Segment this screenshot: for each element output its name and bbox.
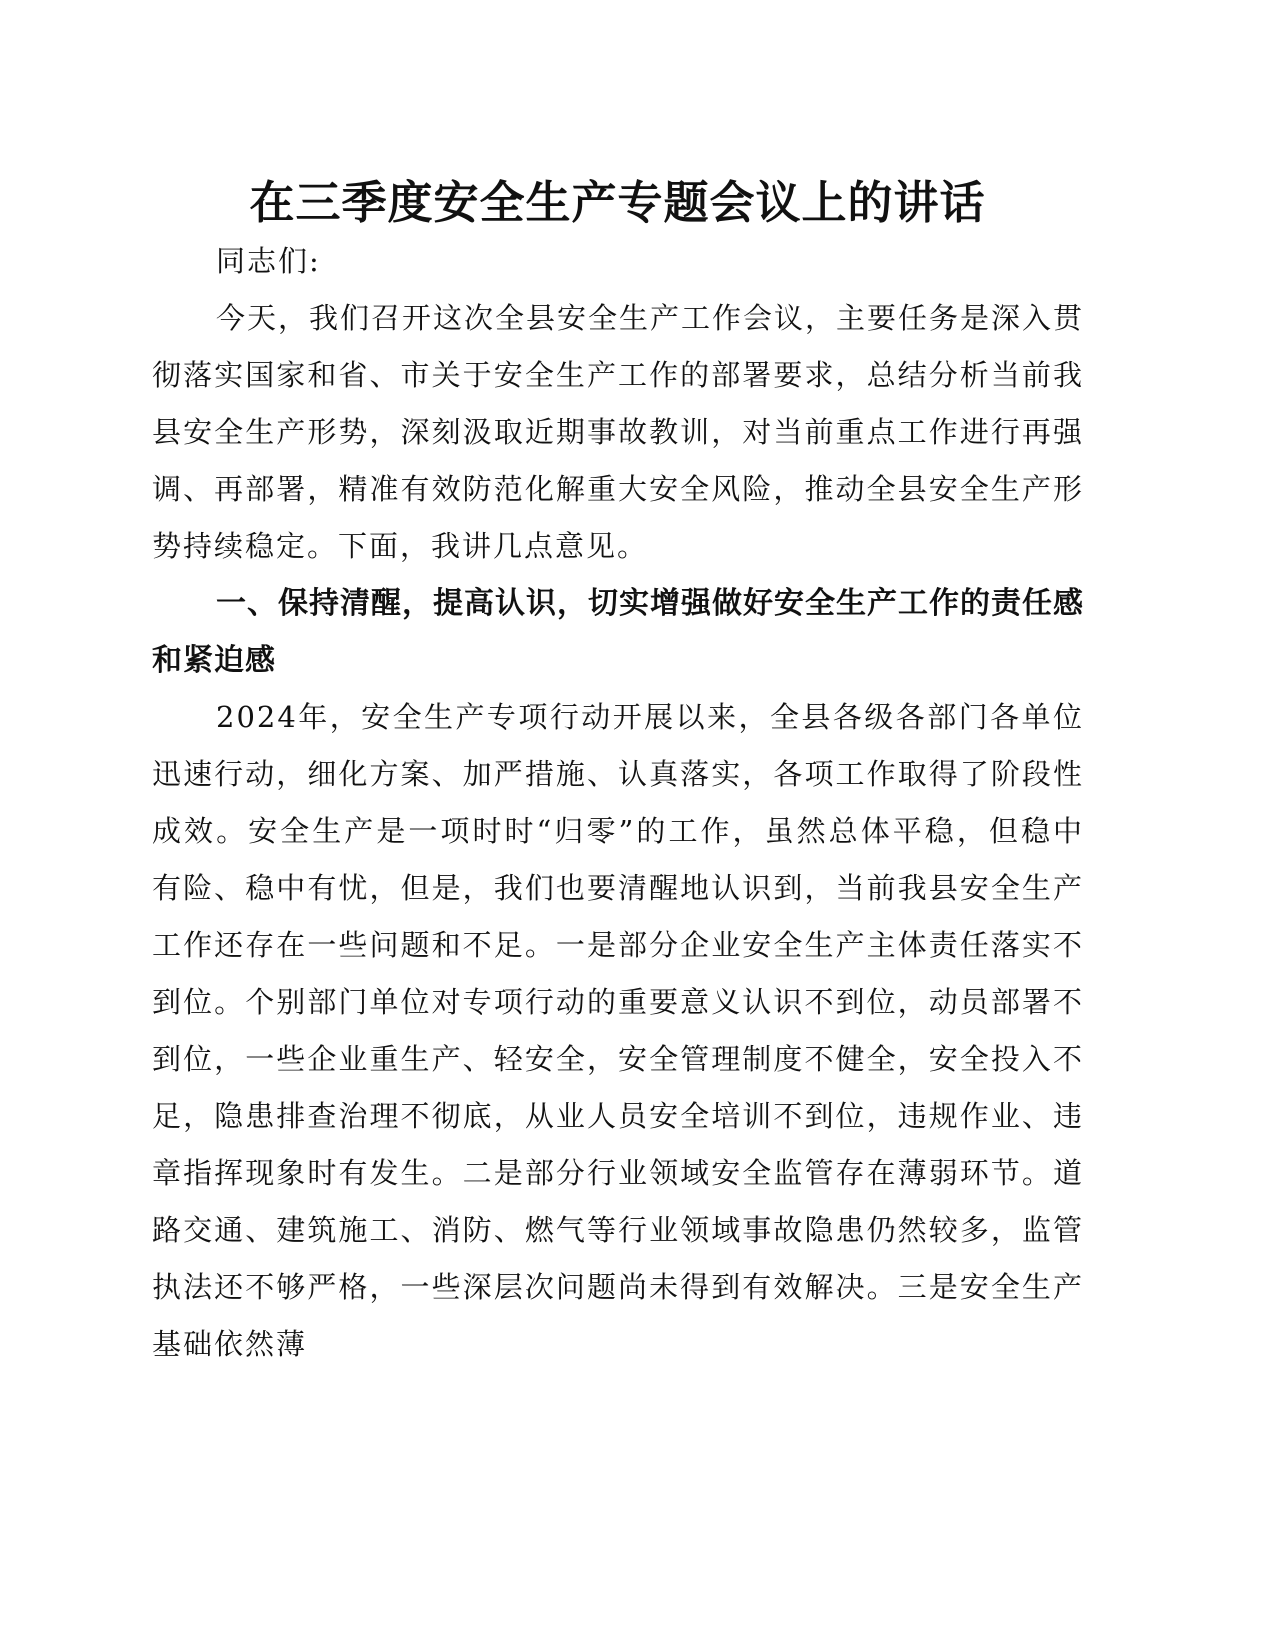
document-body — [152, 233, 1084, 1373]
intro-paragraph: 今天，我们召开这次全县安全生产工作会议，主要任务是深入贯彻落实国家和省、市关于安全生产工作的部署要求，总结分析当前我县安全生产形势，深刻汲取近期事故教训，对当前重点工作进行再强调、再部署，精准有效防范化解重大安全风险，推动全县安全生产形势持续稳定。下面，我讲几点意见。 — [152, 301, 1085, 563]
section-heading-1: 一、保持清醒，提高认识，切实增强做好安全生产工作的责任感和紧迫感 — [152, 586, 1084, 678]
salutation: 同志们: — [216, 244, 321, 278]
page-title: 在三季度安全生产专题会议上的讲话 — [249, 176, 986, 229]
section-1-paragraph: 2024年，安全生产专项行动开展以来，全县各级各部门各单位迅速行动，细化方案、加严措施、认真落实，各项工作取得了阶段性成效。安全生产是一项时时“归零”的工作，虽然总体平稳，但稳中有险、稳中有忧，但是，我们也要清醒地认识到，当前我县安全生产工作还存在一些问题和不足。一是部分企业安全生产主体责任落实不到位。个别部门单位对专项行动的重要意义认识不到位，动员部署不到位，一些企业重生产、轻安全，安全管理制度不健全，安全投入不足，隐患排查治理不彻底，从业人员安全培训不到位，违规作业、违章指挥现象时有发生。二是部分行业领域安全监管存在薄弱环节。道路交通、建筑施工、消防、燃气等行业领域事故隐患仍然较多，监管执法还不够严格，一些深层次问题尚未得到有效解决。三是安全生产基础依然薄 — [152, 700, 1084, 1361]
